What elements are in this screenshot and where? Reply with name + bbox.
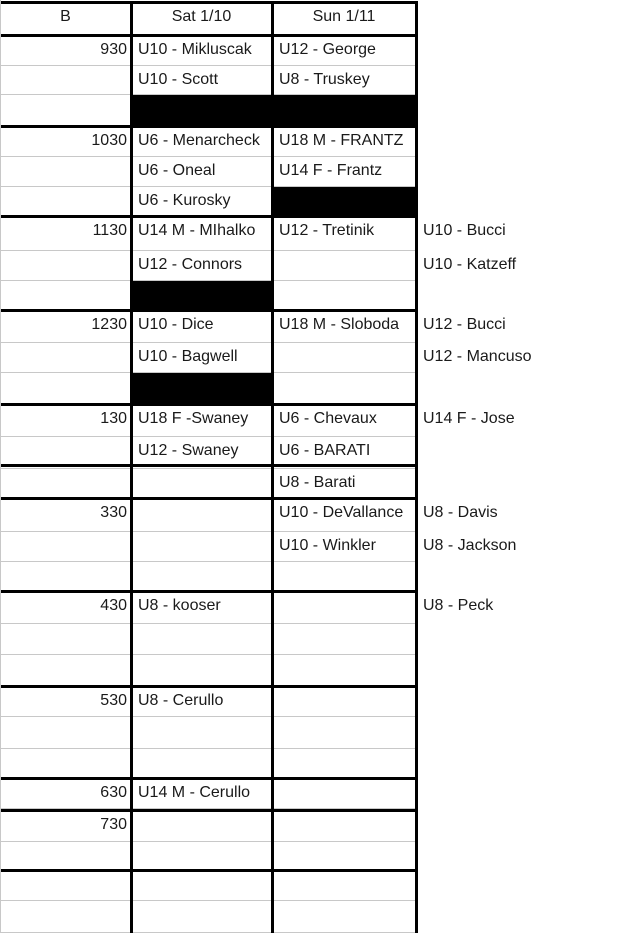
extra-cell[interactable]: U8 - Davis <box>423 504 498 521</box>
sun-cell[interactable]: U6 - Chevaux <box>279 410 377 427</box>
row-gridline <box>0 94 416 95</box>
blocked-cell[interactable] <box>131 280 272 310</box>
time-slot-cell[interactable] <box>0 748 131 778</box>
group-separator <box>0 125 418 128</box>
group-separator <box>0 777 418 780</box>
extra-cell[interactable]: U8 - Jackson <box>423 537 517 554</box>
row-gridline <box>0 186 416 187</box>
time-slot-cell[interactable] <box>0 623 131 654</box>
sun-cell[interactable] <box>272 686 416 716</box>
sun-cell[interactable] <box>272 623 416 654</box>
sat-cell[interactable] <box>131 468 272 498</box>
sat-cell[interactable] <box>131 810 272 841</box>
sun-cell[interactable] <box>272 372 416 404</box>
sun-cell[interactable]: U8 - Truskey <box>279 71 370 88</box>
row-gridline <box>0 531 416 532</box>
time-slot-cell[interactable]: 630 <box>100 784 127 801</box>
row-gridline <box>0 654 416 655</box>
sat-cell[interactable]: U8 - kooser <box>138 597 221 614</box>
extra-cell[interactable] <box>416 686 638 716</box>
time-slot-cell[interactable]: 730 <box>100 816 127 833</box>
sat-cell[interactable]: U10 - Scott <box>138 71 219 88</box>
blocked-cell[interactable] <box>272 186 416 216</box>
column-divider <box>130 1 133 933</box>
group-separator <box>0 685 418 688</box>
time-slot-cell[interactable] <box>0 342 131 372</box>
time-slot-cell[interactable] <box>0 65 131 94</box>
time-slot-cell[interactable] <box>0 280 131 310</box>
sun-cell[interactable] <box>272 716 416 748</box>
sat-cell[interactable] <box>131 748 272 778</box>
time-slot-cell[interactable]: 130 <box>100 410 127 427</box>
time-slot-cell[interactable] <box>0 654 131 686</box>
sat-cell[interactable]: U6 - Kurosky <box>138 192 231 209</box>
row-gridline <box>0 436 416 437</box>
time-slot-cell[interactable] <box>0 468 131 498</box>
extra-cell[interactable] <box>416 468 638 498</box>
sat-cell[interactable]: U6 - Oneal <box>138 162 216 179</box>
group-separator <box>0 1 418 4</box>
row-gridline <box>0 65 416 66</box>
time-slot-cell[interactable] <box>0 94 131 126</box>
group-separator <box>0 309 418 312</box>
sat-cell[interactable]: U6 - Menarcheck <box>138 132 260 149</box>
sat-cell[interactable] <box>131 498 272 531</box>
sun-cell[interactable] <box>272 748 416 778</box>
sun-cell[interactable] <box>272 841 416 870</box>
row-gridline <box>0 841 416 842</box>
row-gridline <box>0 900 416 901</box>
time-slot-cell[interactable] <box>0 250 131 280</box>
group-separator <box>0 403 418 406</box>
extra-cell[interactable] <box>416 156 638 186</box>
extra-cell[interactable] <box>416 436 638 465</box>
sun-cell[interactable]: U6 - BARATI <box>279 442 371 459</box>
extra-cell[interactable] <box>416 186 638 216</box>
sun-cell[interactable]: U18 M - Sloboda <box>279 316 400 333</box>
time-slot-cell[interactable] <box>0 156 131 186</box>
sun-cell[interactable]: U8 - Barati <box>279 474 356 491</box>
group-separator <box>0 869 418 872</box>
extra-cell[interactable] <box>416 94 638 126</box>
time-slot-cell[interactable]: 1230 <box>91 316 127 333</box>
sat-cell[interactable]: U12 - Swaney <box>138 442 239 459</box>
time-slot-cell[interactable] <box>0 186 131 216</box>
sat-cell[interactable]: U10 - Bagwell <box>138 348 238 365</box>
time-slot-cell[interactable]: 330 <box>100 504 127 521</box>
extra-cell[interactable] <box>416 623 638 654</box>
time-slot-cell[interactable]: 930 <box>100 41 127 58</box>
time-slot-cell[interactable] <box>0 531 131 561</box>
sun-cell[interactable] <box>272 654 416 686</box>
row-gridline <box>0 623 416 624</box>
sun-cell[interactable] <box>272 561 416 591</box>
group-separator <box>0 497 418 500</box>
extra-cell[interactable] <box>416 35 638 65</box>
sun-cell[interactable]: U14 F - Frantz <box>279 162 383 179</box>
extra-cell[interactable] <box>416 748 638 778</box>
extra-cell[interactable]: U8 - Peck <box>423 597 494 614</box>
sun-cell[interactable]: U10 - Winkler <box>279 537 376 554</box>
extra-cell[interactable] <box>416 716 638 748</box>
column-header-sat[interactable]: Sat 1/10 <box>171 8 232 25</box>
group-separator <box>0 215 418 218</box>
sat-cell[interactable]: U18 F -Swaney <box>138 410 249 427</box>
extra-cell[interactable]: U14 F - Jose <box>423 410 515 427</box>
sun-cell[interactable] <box>272 810 416 841</box>
sat-cell[interactable]: U10 - Dice <box>138 316 214 333</box>
blocked-cell[interactable] <box>131 94 272 126</box>
row-gridline <box>0 372 416 373</box>
extra-cell[interactable] <box>416 126 638 156</box>
sun-cell[interactable] <box>272 342 416 372</box>
group-separator <box>0 809 418 812</box>
sat-cell[interactable]: U14 M - MIhalko <box>138 222 256 239</box>
column-divider <box>271 1 274 933</box>
sat-cell[interactable] <box>131 561 272 591</box>
sun-cell[interactable] <box>272 591 416 623</box>
row-gridline <box>0 716 416 717</box>
sat-cell[interactable]: U8 - Cerullo <box>138 692 224 709</box>
sat-cell[interactable] <box>131 716 272 748</box>
group-separator <box>0 34 418 37</box>
time-slot-cell[interactable]: 1130 <box>92 222 127 239</box>
row-gridline <box>0 250 416 251</box>
column-divider <box>415 1 418 933</box>
row-gridline <box>0 156 416 157</box>
extra-cell[interactable] <box>416 280 638 310</box>
extra-cell[interactable]: U12 - Bucci <box>423 316 506 333</box>
extra-cell[interactable] <box>416 372 638 404</box>
sun-cell[interactable]: U12 - Tretinik <box>279 222 375 239</box>
sun-cell[interactable] <box>272 280 416 310</box>
group-separator <box>0 464 418 467</box>
time-slot-cell[interactable] <box>0 561 131 591</box>
extra-cell[interactable] <box>416 654 638 686</box>
time-slot-cell[interactable]: 1030 <box>91 132 127 149</box>
sat-cell[interactable] <box>131 654 272 686</box>
row-gridline <box>0 280 416 281</box>
time-slot-cell[interactable]: 530 <box>100 692 127 709</box>
extra-cell[interactable] <box>416 561 638 591</box>
extra-cell[interactable] <box>416 65 638 94</box>
row-gridline <box>0 748 416 749</box>
row-gridline <box>0 561 416 562</box>
column-divider <box>0 0 1 932</box>
sun-cell[interactable]: U18 M - FRANTZ <box>279 132 404 149</box>
column-header-sun[interactable]: Sun 1/11 <box>312 8 376 25</box>
sun-cell[interactable] <box>272 778 416 808</box>
row-gridline <box>0 342 416 343</box>
sun-cell[interactable]: U12 - George <box>279 41 376 58</box>
sat-cell[interactable] <box>131 531 272 561</box>
blocked-cell[interactable] <box>131 372 272 404</box>
time-slot-cell[interactable]: 430 <box>100 597 127 614</box>
extra-cell[interactable] <box>416 810 638 841</box>
time-slot-cell[interactable] <box>0 716 131 748</box>
extra-cell[interactable]: U10 - Katzeff <box>423 256 517 273</box>
extra-cell[interactable] <box>416 841 638 870</box>
sat-cell[interactable]: U12 - Connors <box>138 256 243 273</box>
sat-cell[interactable] <box>131 623 272 654</box>
sat-cell[interactable] <box>131 841 272 870</box>
group-separator <box>0 590 418 593</box>
time-slot-cell[interactable] <box>0 841 131 870</box>
row-gridline <box>0 468 416 469</box>
time-slot-cell[interactable] <box>0 372 131 404</box>
sat-cell[interactable]: U10 - Mikluscak <box>138 41 252 58</box>
row-gridline <box>0 932 416 933</box>
sun-cell[interactable]: U10 - DeVallance <box>279 504 404 521</box>
column-header-b[interactable]: B <box>60 8 71 25</box>
sun-cell[interactable] <box>272 250 416 280</box>
sat-cell[interactable]: U14 M - Cerullo <box>138 784 251 801</box>
extra-cell[interactable] <box>416 778 638 808</box>
time-slot-cell[interactable] <box>0 436 131 465</box>
blocked-cell[interactable] <box>272 94 416 126</box>
extra-cell[interactable]: U10 - Bucci <box>423 222 506 239</box>
extra-cell[interactable]: U12 - Mancuso <box>423 348 532 365</box>
